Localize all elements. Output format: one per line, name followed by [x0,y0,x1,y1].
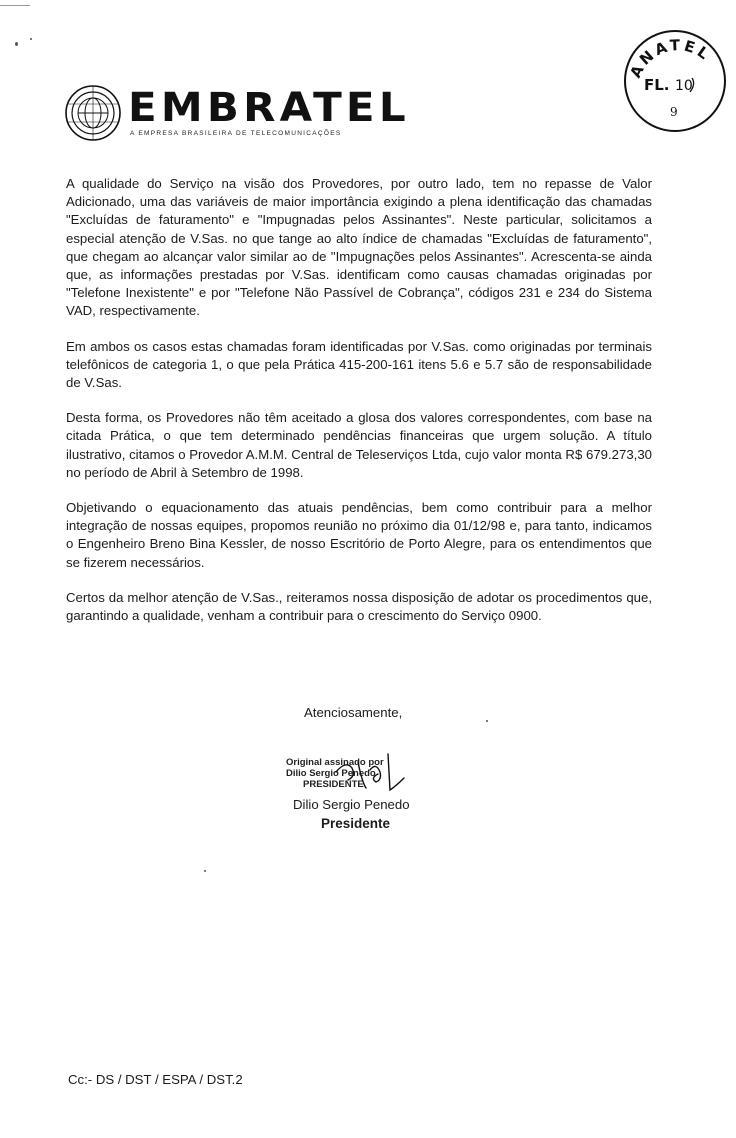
cc-line: Cc:- DS / DST / ESPA / DST.2 [68,1072,243,1087]
svg-text:FL.: FL. [644,76,670,94]
svg-text:9: 9 [670,105,678,119]
signer-title: Presidente [321,816,391,831]
paragraph-2: Em ambos os casos estas chamadas foram identificadas por V.Sas. como originadas por terminais telefônicos de categoria 1, o que pela Prática 415-200-161 itens 5.6 e 5.7 são de responsabilidade de V.Sas. [66,338,652,391]
scan-speck [486,720,488,722]
paragraph-4: Objetivando o equacionamento das atuais pendências, bem como contribuir para a melhor integração de nossas equipes, propomos reunião no próximo dia 01/12/98 e, para tanto, indicamos o Engenheiro Breno Bina Kessler, de nosso Escritório de Porto Alegre, para os entendimentos que se fizerem necessários. [66,500,652,570]
closing-salutation: Atenciosamente, [304,705,403,720]
signature-stamp-line-3: PRESIDENTE [303,779,364,790]
signature-stamp-line-2: Dilio Sergio Penedo [286,768,376,779]
scan-speck [30,38,32,40]
paragraph-1: A qualidade do Serviço na visão dos Provedores, por outro lado, tem no repasse de Valor Adicionado, uma das variáveis de maior importância exigindo a plena identificação das chamadas "Excluídas de faturamento" e "Impugnadas pelos Assinantes". Neste particular, solicitamos a especial atenção de V.Sas. no que tange ao alto índice de chamadas "Excluídas de faturamento", que chegam ao alcançar valor similar ao de "Impugnações pelos Assinantes". Acrescenta-se ainda que, as informações prestadas por V.Sas. identificam como causas chamadas originadas por "Telefone Inexistente" e por "Telefone Não Passível de Cobrança", códigos 231 e 234 do Sistema VAD, respectivamente. [66,176,652,319]
embratel-logo [64,84,410,144]
signature-stamp-line-1: Original assinado por [286,757,384,768]
scan-speck [0,5,30,6]
scan-speck [204,870,206,872]
handwritten-signature [318,742,408,802]
svg-text:10: 10 [675,78,693,94]
anatel-folio-stamp [620,26,730,136]
company-name: EMBRATEL [128,85,410,131]
scan-speck [15,42,18,46]
letter-body [66,175,652,642]
signer-name: Dilio Sergio Penedo [293,797,410,812]
embratel-globe-icon [64,84,122,142]
paragraph-5: Certos da melhor atenção de V.Sas., reiteramos nossa disposição de adotar os procedimentos que, garantindo a qualidade, venham a contribuir para o crescimento do Serviço 0900. [66,589,652,624]
paragraph-3: Desta forma, os Provedores não têm aceitado a glosa dos valores correspondentes, com base na citada Prática, o que tem determinado pendências financeiras que urgem solução. A título ilustrativo, citamos o Provedor A.M.M. Central de Teleserviços Ltda, cujo valor monta R$ 679.273,30 no período de Abril à Setembro de 1998. [66,410,652,480]
company-tagline: A EMPRESA BRASILEIRA DE TELECOMUNICAÇÕES [130,130,342,137]
svg-text:ANATEL: ANATEL [626,36,715,81]
